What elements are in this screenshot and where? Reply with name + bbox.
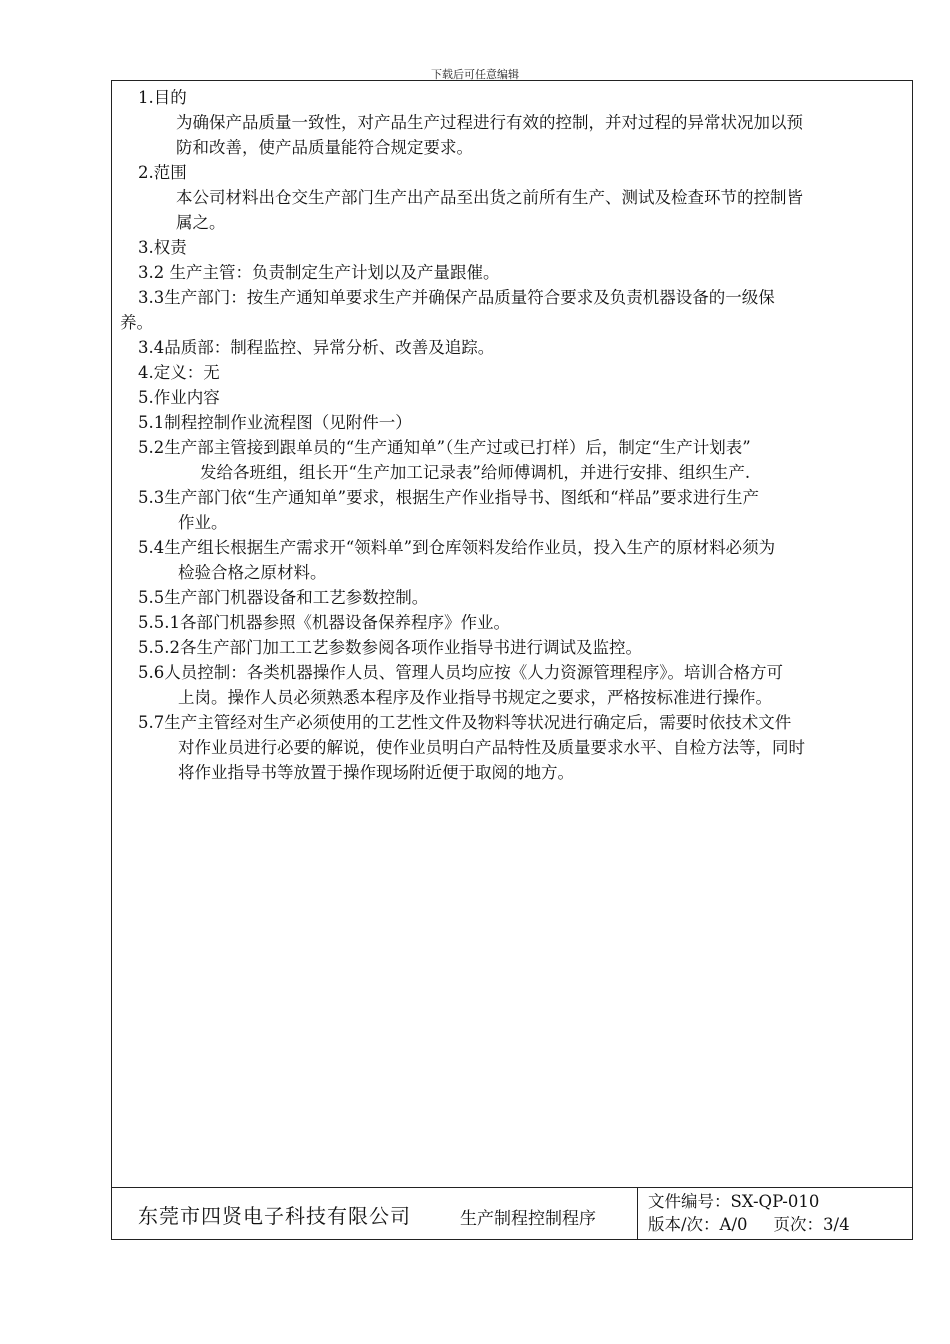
text-line: 属之。 (176, 213, 226, 232)
text-line: 为确保产品质量一致性，对产品生产过程进行有效的控制，并对过程的异常状况加以预 (176, 113, 803, 132)
document-number: 文件编号：SX-QP-010 (648, 1192, 820, 1211)
text-line: 1.目的 (138, 88, 187, 107)
text-line: 5.3生产部门依“生产通知单”要求，根据生产作业指导书、图纸和“样品”要求进行生产 (138, 488, 759, 507)
text-line: 发给各班组，组长开“生产加工记录表”给师傅调机，并进行安排、组织生产. (200, 463, 751, 482)
text-line: 3.4品质部：制程监控、异常分析、改善及追踪。 (138, 338, 495, 357)
text-line: 4.定义：无 (138, 363, 220, 382)
text-line: 5.7生产主管经对生产必须使用的工艺性文件及物料等状况进行确定后，需要时依技术文件 (138, 713, 792, 732)
document-meta (637, 1188, 912, 1239)
text-line: 5.作业内容 (138, 388, 220, 407)
text-line: 本公司材料出仓交生产部门生产出产品至出货之前所有生产、测试及检查环节的控制皆 (176, 188, 803, 207)
document-frame (111, 80, 913, 1240)
version-page-row (648, 1213, 912, 1236)
text-line: 5.2生产部主管接到跟单员的“生产通知单”（生产过或已打样）后，制定“生产计划表” (138, 438, 751, 457)
text-line: 5.1制程控制作业流程图（见附件一） (138, 413, 412, 432)
text-line: 作业。 (178, 513, 228, 532)
company-name: 东莞市四贤电子科技有限公司 (138, 1204, 411, 1228)
text-line: 5.6人员控制：各类机器操作人员、管理人员均应按《人力资源管理程序》。培训合格方可 (138, 663, 783, 682)
text-line: 3.权责 (138, 238, 187, 257)
text-line: 2.范围 (138, 163, 187, 182)
text-line: 3.2 生产主管：负责制定生产计划以及产量跟催。 (138, 263, 500, 282)
text-line: 5.5.2各生产部门加工工艺参数参阅各项作业指导书进行调试及监控。 (138, 638, 642, 657)
text-line: 将作业指导书等放置于操作现场附近便于取阅的地方。 (178, 763, 574, 782)
text-line: 检验合格之原材料。 (178, 563, 327, 582)
text-line: 5.5.1各部门机器参照《机器设备保养程序》作业。 (138, 613, 510, 632)
text-line: 3.3生产部门：按生产通知单要求生产并确保产品质量符合要求及负责机器设备的一级保 (138, 288, 775, 307)
text-line: 5.5生产部门机器设备和工艺参数控制。 (138, 588, 429, 607)
document-version: 版本/次：A/0 (648, 1215, 748, 1234)
text-line: 养。 (120, 313, 153, 332)
page-number: 页次：3/4 (773, 1215, 850, 1234)
document-title: 生产制程控制程序 (460, 1209, 596, 1229)
document-footer (112, 1187, 912, 1239)
text-line: 防和改善，使产品质量能符合规定要求。 (176, 138, 473, 157)
text-line: 上岗。操作人员必须熟悉本程序及作业指导书规定之要求，严格按标准进行操作。 (178, 688, 772, 707)
text-line: 5.4生产组长根据生产需求开“领料单”到仓库领料发给作业员，投入生产的原材料必须为 (138, 538, 776, 557)
header-note: 下载后可任意编辑 (431, 68, 519, 81)
document-body (112, 85, 912, 785)
text-line: 对作业员进行必要的解说，使作业员明白产品特性及质量要求水平、自检方法等，同时 (178, 738, 805, 757)
